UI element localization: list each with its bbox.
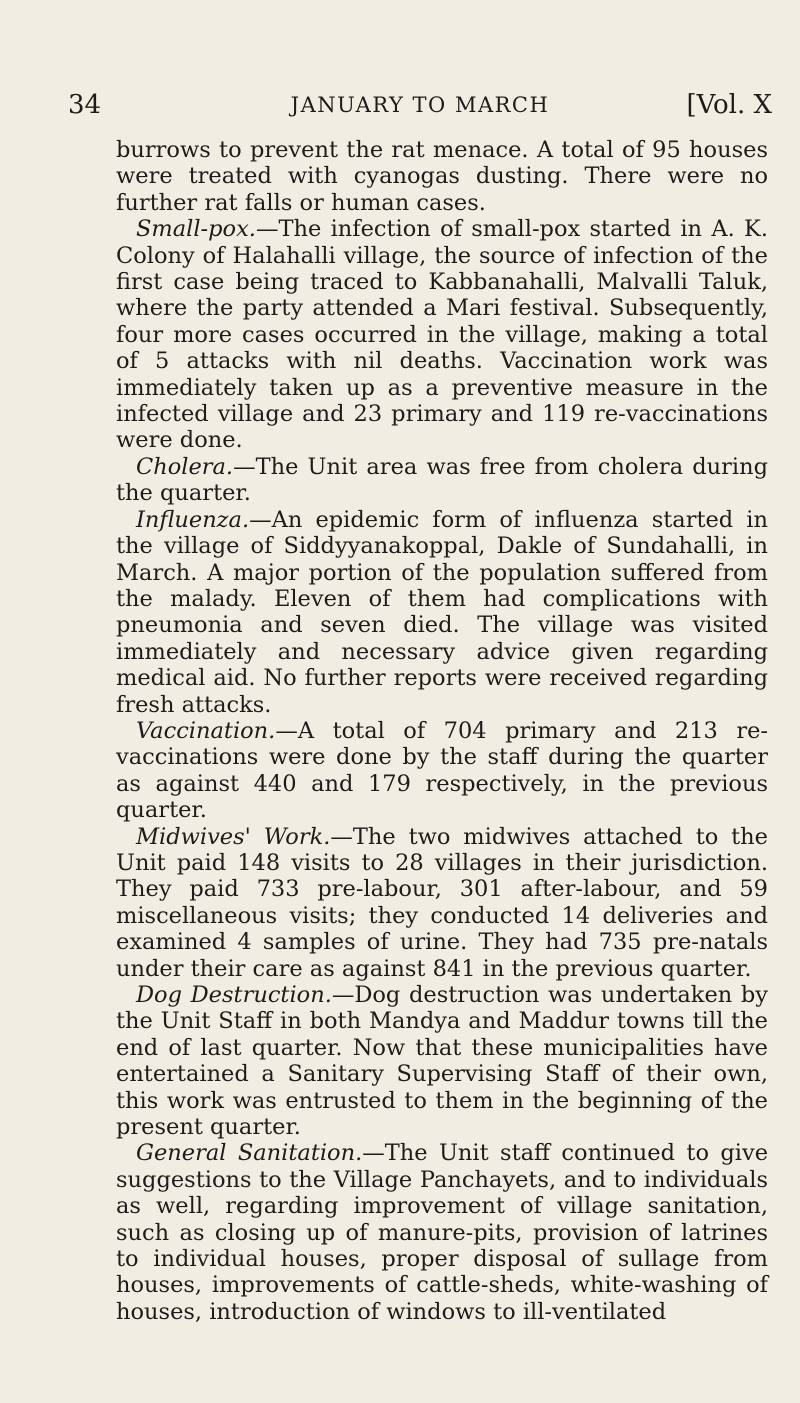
paragraph-text: —Dog destruction was undertaken by the Unit Staff in both Mandya and Maddur towns till the end of last quarter. Now that these municipalities have entertained a Sanitary Supervising Staff of their own, this work was entrusted to them in the beginning of the present quarter. [116,982,768,1141]
section-heading: General Sanitation. [136,1140,363,1167]
section-heading: Dog Destruction. [136,982,332,1008]
section-heading: Influenza. [136,506,250,533]
paragraph-text: —The two midwives attached to the Unit paid 148 visits to 28 villages in their jurisdiction. They paid 733 pre-labour, 301 after-labour, and 59 miscellaneous visits; they conducted 14 deliveries and examined 4 samples of urine. They had 735 pre-natals under their care as against 841 in the previous quarter. [116,823,768,982]
paragraph-general-sanitation [116,1140,768,1325]
page-number: 34 [68,90,102,120]
paragraph-text: —The Unit staff continued to give suggestions to the Village Panchayets, and to individuals as well, regarding improvement of village sanitation, such as closing up of manure-pits, provision of latrines to individual houses, proper disposal of sullage from houses, improvements of cattle-sheds, white-washing of houses, introduction of windows to ill-ventilated [116,1140,769,1325]
paragraph-text: —The Unit area was free from cholera during the quarter. [116,453,768,507]
section-heading: Cholera. [136,453,234,480]
paragraph-text: —A total of 704 primary and 213 re-vaccinations were done by the staff during the quarter as against 440 and 179 respectively, in the previous quarter. [116,717,768,824]
paragraph-text: —The infection of small-pox started in A. K. Colony of Halahalli village, the source of infection of the first case being traced to Kabbanahalli, Malvalli Taluk, where the party attended a Mari festival. Subsequently, four more cases occurred in the village, making a total of 5 attacks with nil deaths. Vaccination work was immediately taken up as a preventive measure in the infected village and 23 primary and 119 re-vaccinations were done. [116,216,768,454]
body-text [116,137,768,1325]
volume-label: [Vol. X [686,90,772,120]
section-heading: Midwives' Work. [136,823,331,850]
paragraph-cholera [116,454,768,507]
section-heading: Small-pox. [136,216,256,243]
paragraph-text: burrows to prevent the rat menace. A total of 95 houses were treated with cyanogas dusting. There were no further rat falls or human cases. [116,137,768,216]
paragraph-small-pox [116,216,768,454]
paragraph-midwives-work [116,824,768,982]
section-heading: Vaccination. [136,717,276,744]
page-header [68,90,772,124]
paragraph-dog-destruction [116,982,768,1140]
running-title: JANUARY TO MARCH [290,93,550,117]
paragraph-influenza [116,507,768,718]
paragraph-rat-control [116,137,768,216]
paragraph-text: —An epidemic form of influenza started in the village of Siddyyanakoppal, Dakle of Sundahalli, in March. A major portion of the population suffered from the malady. Eleven of them had complications with pneumonia and seven died. The village was visited immediately and necessary advice given regarding medical aid. No further reports were received regarding fresh attacks. [116,506,768,718]
paragraph-vaccination [116,718,768,824]
